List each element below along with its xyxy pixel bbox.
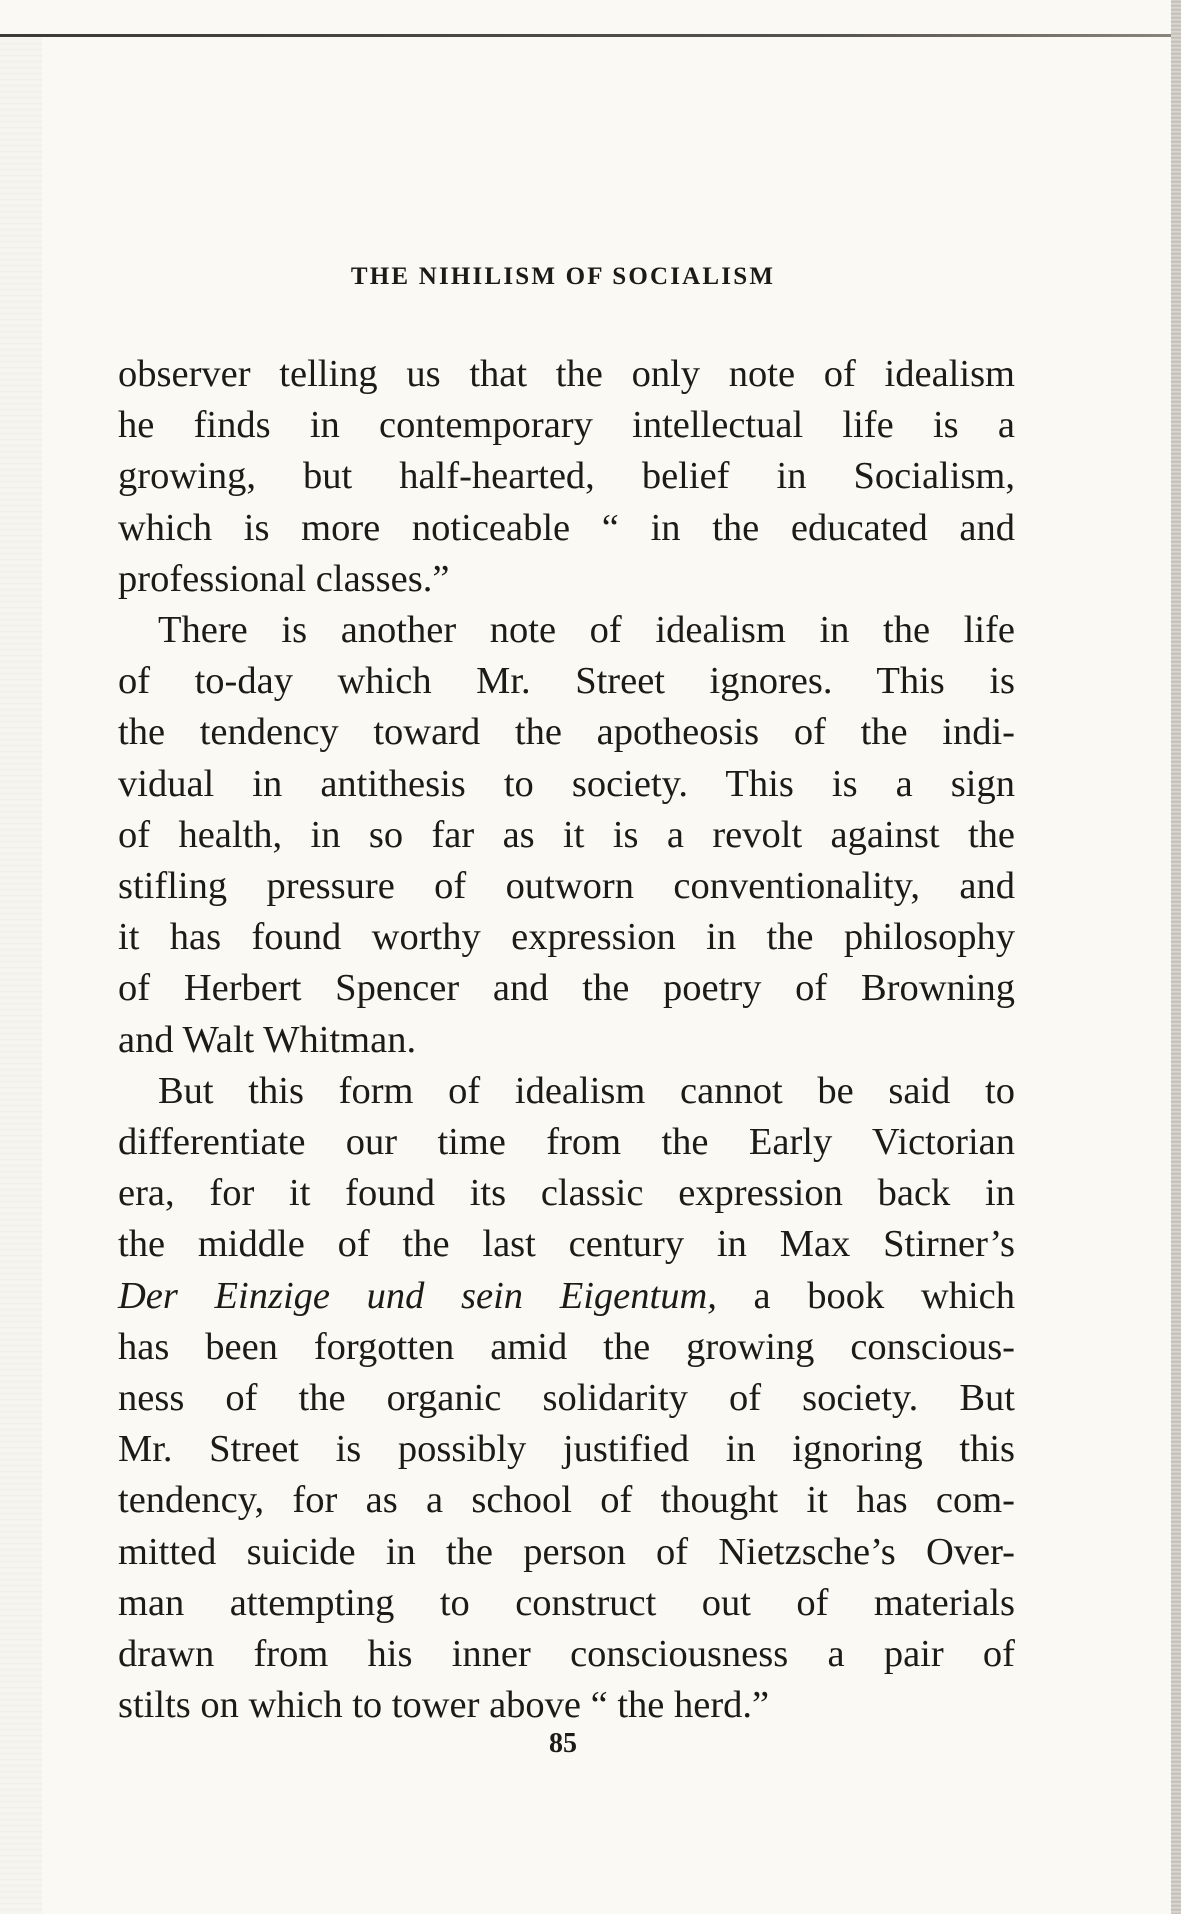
text-line: era, for it found its classic expression back in (118, 1172, 1015, 1215)
text-line: which is more noticeable “ in the educated and (118, 506, 1015, 549)
page-right-edge (1171, 0, 1181, 1914)
text-line: differentiate our time from the Early Victorian (118, 1121, 1015, 1164)
text-line: of Herbert Spencer and the poetry of Browning (118, 967, 1015, 1010)
text-line: the tendency toward the apotheosis of the indi- (118, 711, 1015, 754)
text-line: observer telling us that the only note of idealism (118, 353, 1015, 395)
body-text (118, 349, 1015, 1731)
text-line: Mr. Street is possibly justified in ignoring this (118, 1428, 1015, 1471)
text-line: stilts on which to tower above “ the herd.” (118, 1684, 770, 1727)
text-line: stifling pressure of outworn conventionality, and (118, 865, 1015, 908)
text-line: growing, but half-hearted, belief in Socialism, (118, 455, 1015, 498)
text-line: ness of the organic solidarity of society. But (118, 1377, 1015, 1420)
text-line: drawn from his inner consciousness a pair of (118, 1633, 1015, 1676)
text-line: he finds in contemporary intellectual life is a (118, 404, 1015, 447)
page-left-edge (0, 38, 42, 1914)
page-number: 85 (549, 1728, 577, 1759)
text-line: There is another note of idealism in the life (158, 609, 1015, 652)
text-line: vidual in antithesis to society. This is a sign (118, 762, 1015, 805)
text-line-tail: a book which (753, 1274, 1015, 1317)
text-line: of health, in so far as it is a revolt against the (118, 813, 1015, 856)
text-line: of to-day which Mr. Street ignores. This is (118, 660, 1015, 703)
running-head: THE NIHILISM OF SOCIALISM (350, 263, 776, 290)
text-line: the middle of the last century in Max Stirner’s (118, 1223, 1015, 1266)
text-line: mitted suicide in the person of Nietzsche’s Over- (118, 1530, 1015, 1573)
text-line: man attempting to construct out of materials (118, 1581, 1015, 1624)
top-rule (0, 34, 1181, 37)
text-line-with-title (118, 1271, 1015, 1322)
text-line: professional classes.” (118, 557, 450, 600)
text-line: and Walt Whitman. (118, 1018, 417, 1061)
text-line: But this form of idealism cannot be said to (158, 1069, 1015, 1112)
book-title: Der Einzige und sein Eigentum, (118, 1274, 717, 1317)
text-line: tendency, for as a school of thought it has com- (118, 1479, 1015, 1522)
text-line: it has found worthy expression in the philosophy (118, 916, 1015, 959)
text-line: has been forgotten amid the growing conscious- (118, 1325, 1015, 1368)
